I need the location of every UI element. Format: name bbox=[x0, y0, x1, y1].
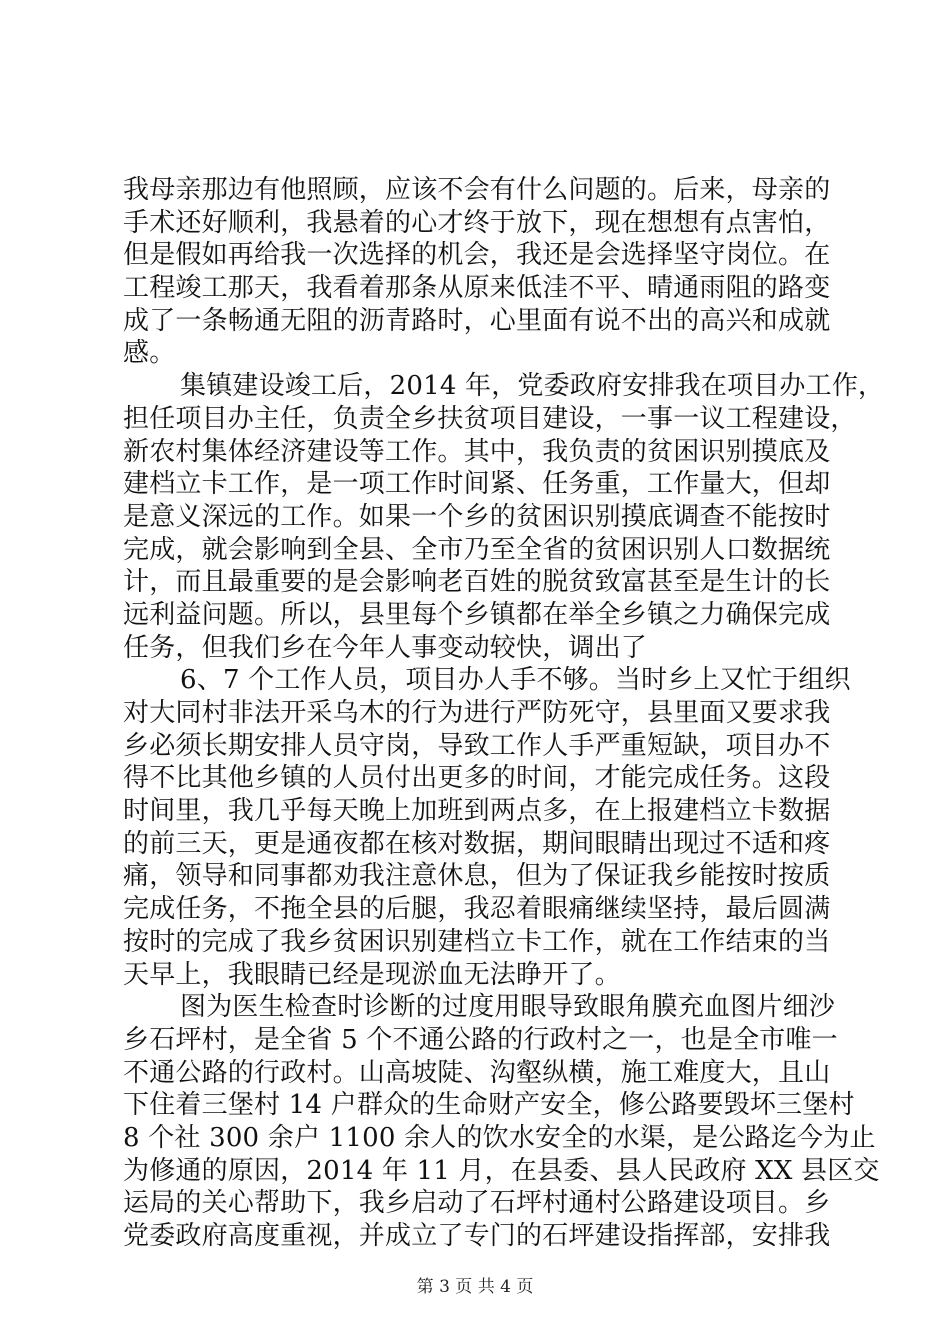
text-line: 任务，但我们乡在今年人事变动较快，调出了 bbox=[123, 632, 648, 663]
text-line: 天早上，我眼睛已经是现淤血无法睁开了。 bbox=[123, 959, 621, 990]
text-line: 工程竣工那天，我看着那条从原来低洼不平、晴通雨阻的路变 bbox=[123, 273, 831, 304]
text-line: 按时的完成了我乡贫困识别建档立卡工作，就在工作结束的当 bbox=[123, 926, 831, 957]
text-line: 计，而且最重要的是会影响老百姓的脱贫致富甚至是生计的长 bbox=[123, 567, 831, 598]
text-line: 建档立卡工作，是一项工作时间紧、任务重，工作量大，但却 bbox=[123, 469, 831, 500]
text-line: 远利益问题。所以，县里每个乡镇都在举全乡镇之力确保完成 bbox=[123, 599, 831, 630]
text-line: 6、7 个工作人员，项目办人手不够。当时乡上又忙于组织 bbox=[180, 665, 851, 696]
text-line: 运局的关心帮助下，我乡启动了石坪村通村公路建设项目。乡 bbox=[123, 1188, 831, 1219]
text-line: 完成，就会影响到全县、全市乃至全省的贫困识别人口数据统 bbox=[123, 534, 831, 565]
text-line: 痛，领导和同事都劝我注意休息，但为了保证我乡能按时按质 bbox=[123, 861, 831, 892]
text-line: 下住着三堡村 14 户群众的生命财产安全，修公路要毁坏三堡村 bbox=[123, 1090, 855, 1121]
document-body bbox=[123, 174, 885, 1253]
text-line: 的前三天，更是通夜都在核对数据，期间眼睛出现过不适和疼 bbox=[123, 828, 831, 859]
text-line: 但是假如再给我一次选择的机会，我还是会选择坚守岗位。在 bbox=[123, 240, 831, 271]
text-line: 乡石坪村，是全省 5 个不通公路的行政村之一，也是全市唯一 bbox=[123, 1024, 838, 1055]
text-line: 时间里，我几乎每天晚上加班到两点多，在上报建档立卡数据 bbox=[123, 796, 831, 827]
text-line: 为修通的原因，2014 年 11 月，在县委、县人民政府 XX 县区交 bbox=[123, 1155, 880, 1186]
text-line: 是意义深远的工作。如果一个乡的贫困识别摸底调查不能按时 bbox=[123, 501, 831, 532]
text-line: 新农村集体经济建设等工作。其中，我负责的贫困识别摸底及 bbox=[123, 436, 831, 467]
text-line: 乡必须长期安排人员守岗，导致工作人手严重短缺，项目办不 bbox=[123, 730, 831, 761]
text-line: 不通公路的行政村。山高坡陡、沟壑纵横，施工难度大，且山 bbox=[123, 1057, 831, 1088]
text-line: 完成任务，不拖全县的后腿，我忍着眼痛继续坚持，最后圆满 bbox=[123, 894, 831, 925]
text-line: 我母亲那边有他照顾，应该不会有什么问题的。后来，母亲的 bbox=[123, 175, 831, 205]
text-line: 8 个社 300 余户 1100 余人的饮水安全的水渠，是公路迄今为止 bbox=[123, 1122, 876, 1153]
text-line: 图为医生检查时诊断的过度用眼导致眼角膜充血图片细沙 bbox=[180, 992, 836, 1023]
text-line: 得不比其他乡镇的人员付出更多的时间，才能完成任务。这段 bbox=[123, 763, 831, 794]
text-line: 党委政府高度重视，并成立了专门的石坪建设指挥部，安排我 bbox=[123, 1221, 831, 1251]
text-line: 手术还好顺利，我悬着的心才终于放下，现在想想有点害怕， bbox=[123, 207, 831, 238]
text-line: 感。 bbox=[123, 338, 176, 369]
page-footer: 第 3 页 共 4 页 bbox=[416, 1277, 534, 1297]
text-line: 集镇建设竣工后，2014 年，党委政府安排我在项目办工作， bbox=[180, 371, 885, 402]
text-line: 对大同村非法开采乌木的行为进行严防死守，县里面又要求我 bbox=[123, 698, 831, 728]
text-line: 成了一条畅通无阻的沥青路时，心里面有说不出的高兴和成就 bbox=[123, 305, 831, 336]
text-line: 担任项目办主任，负责全乡扶贫项目建设，一事一议工程建设， bbox=[123, 403, 857, 434]
